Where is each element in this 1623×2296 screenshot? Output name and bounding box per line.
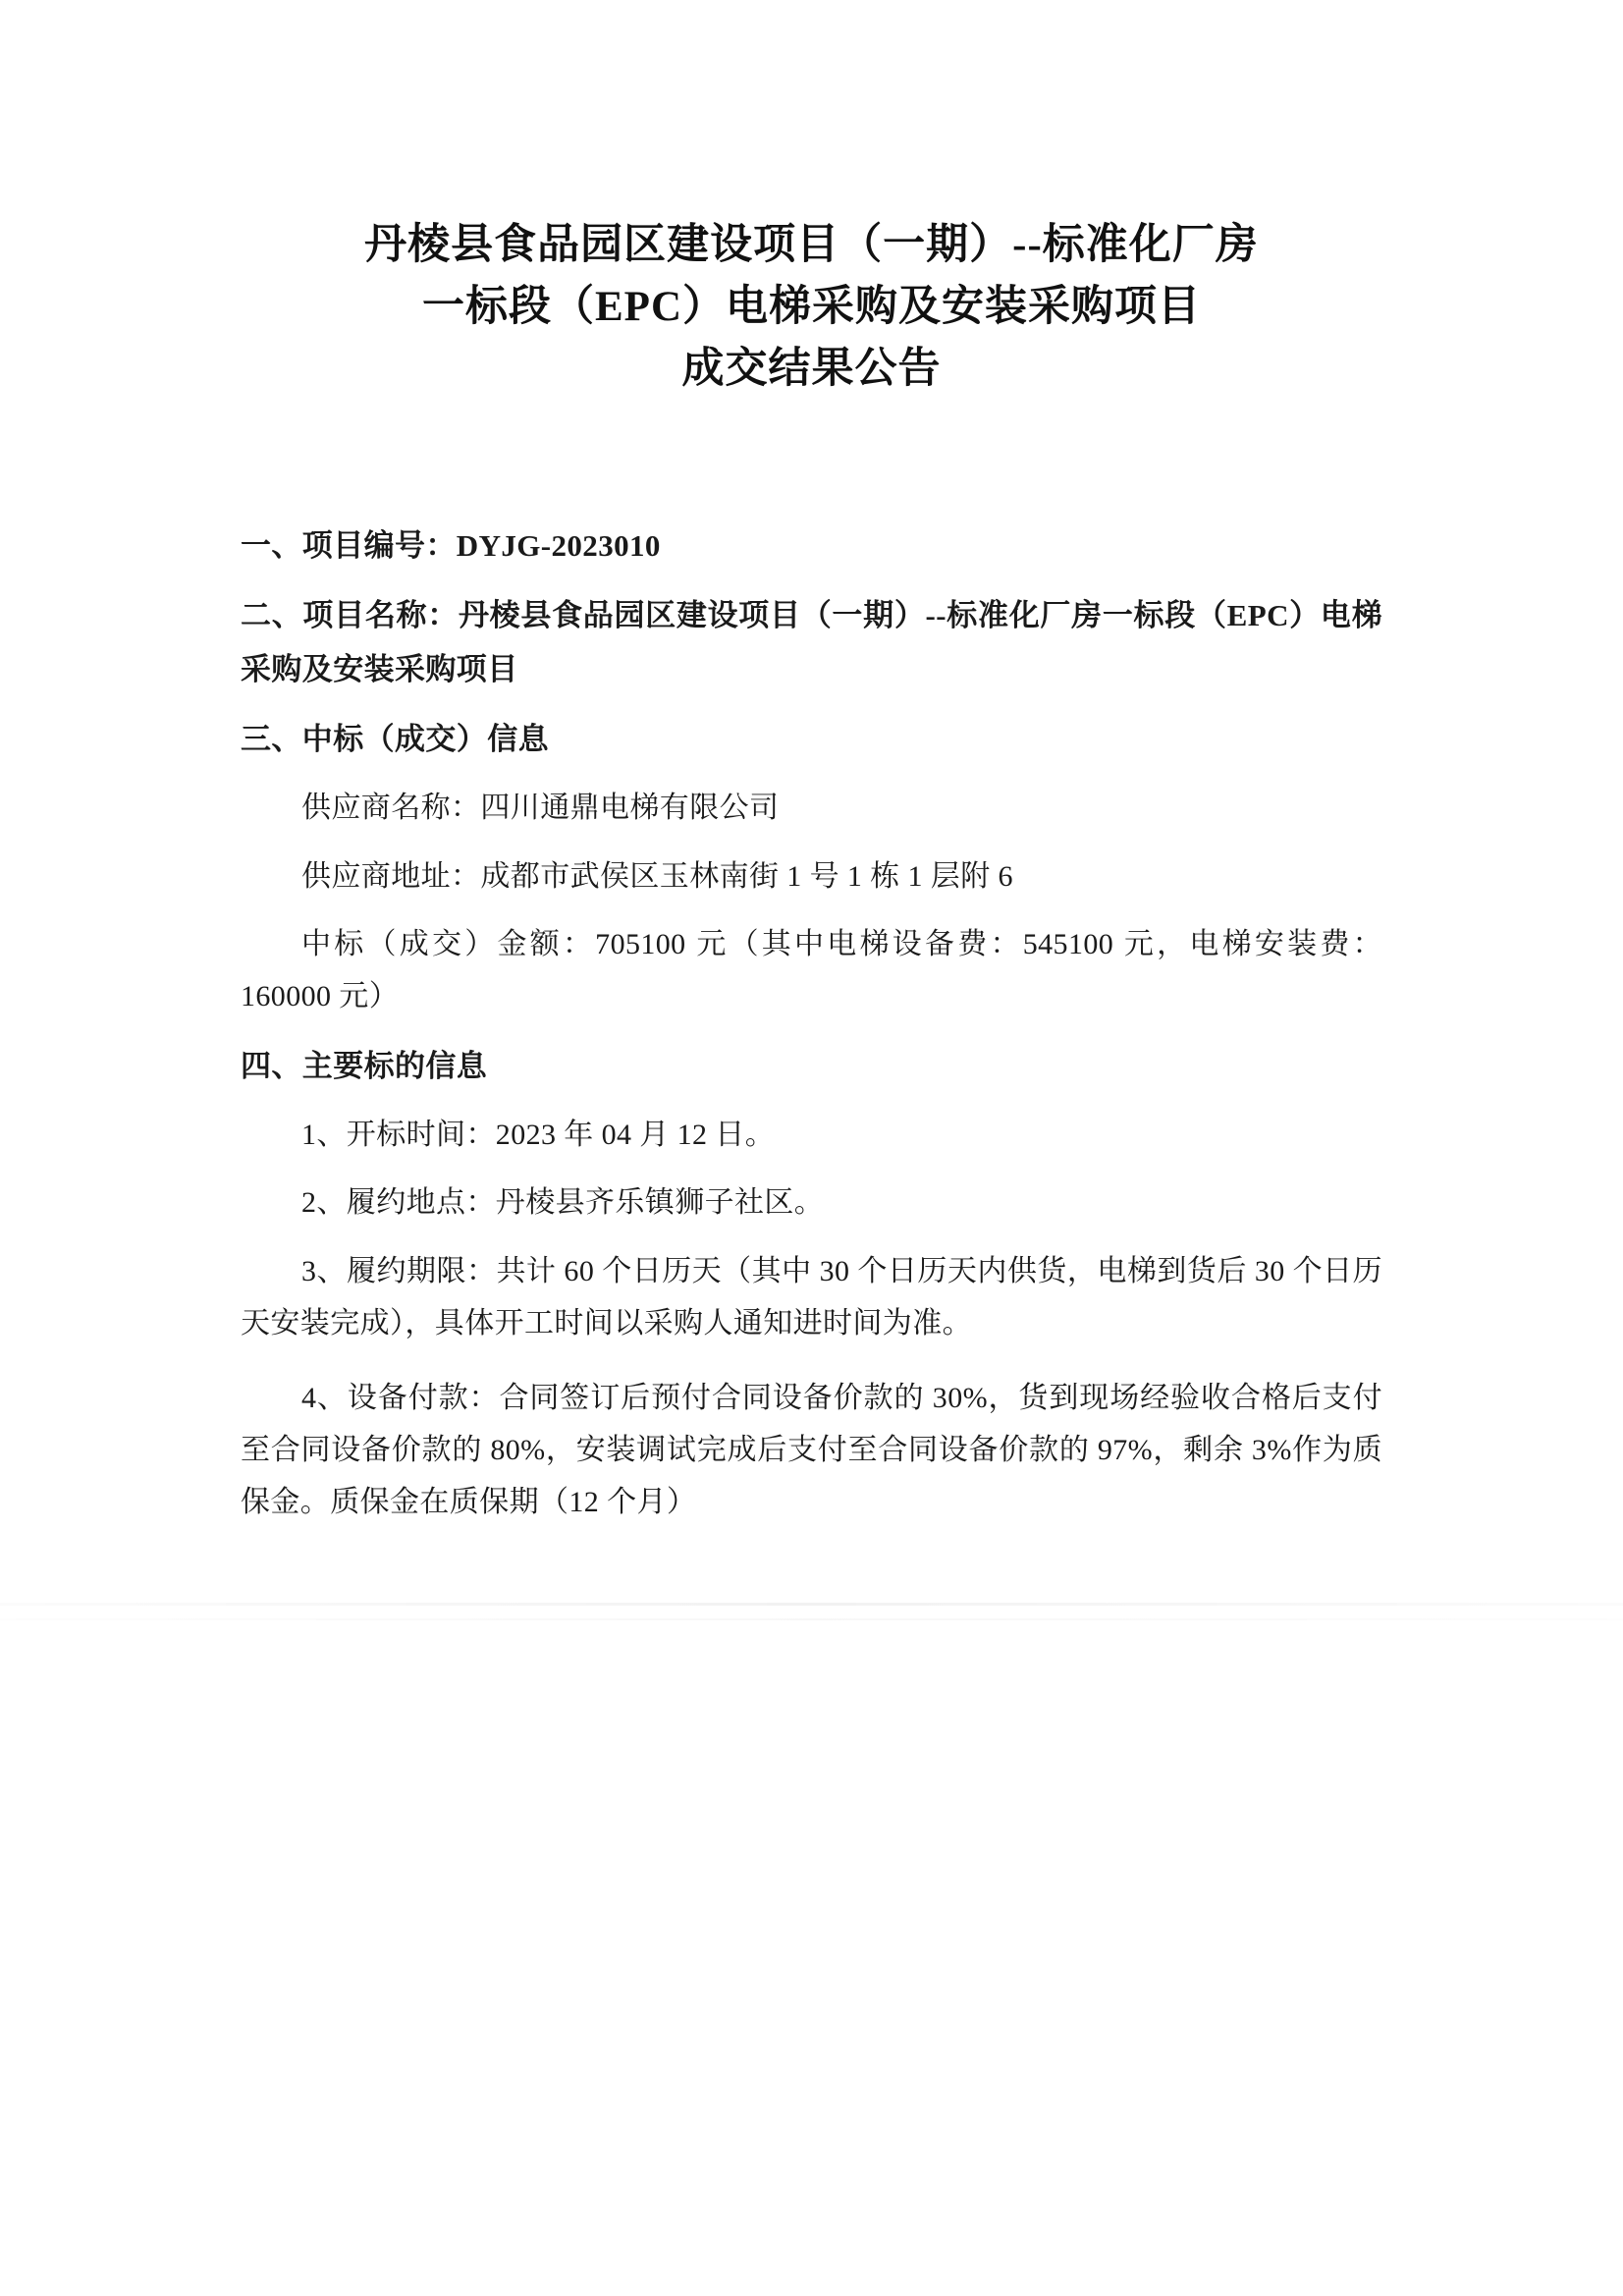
spacer <box>241 841 1382 850</box>
section-project-number: 一、项目编号：DYJG-2023010 <box>241 527 661 563</box>
spacer <box>241 1167 1382 1176</box>
scan-artifact-line <box>0 1618 1623 1620</box>
section-award-info-heading: 三、中标（成交）信息 <box>241 722 549 757</box>
item-equipment-payment: 4、设备付款：合同签订后预付合同设备价款的 30%，货到现场经验收合格后支付至合同设备价款的 80%，安装调试完成后支付至合同设备价款的 97%，剩余 3%作为质保金。质保金在质保期（12 个月） <box>241 1381 1382 1519</box>
spacer <box>241 578 1382 588</box>
field-supplier-name: 供应商名称：四川通鼎电梯有限公司 <box>301 792 780 825</box>
item-performance-location: 2、履约地点：丹棱县齐乐镇狮子社区。 <box>301 1186 825 1220</box>
field-supplier-address: 供应商地址：成都市武侯区玉林南街 1 号 1 栋 1 层附 6 <box>301 859 1013 893</box>
document-body <box>0 519 1623 1529</box>
spacer <box>241 1235 1382 1245</box>
spacer <box>241 772 1382 782</box>
spacer <box>241 1029 1382 1039</box>
item-bid-opening-time: 1、开标时间：2023 年 04 月 12 日。 <box>301 1119 776 1152</box>
spacer <box>241 1099 1382 1109</box>
field-award-amount: 中标（成交）金额：705100 元（其中电梯设备费：545100 元，电梯安装费：160000 元） <box>241 928 1382 1013</box>
spacer <box>241 702 1382 712</box>
spacer <box>241 908 1382 918</box>
section-project-name: 二、项目名称：丹棱县食品园区建设项目（一期）--标准化厂房一标段（EPC）电梯采购及安装采购项目 <box>241 597 1382 686</box>
title-line-2: 一标段（EPC）电梯采购及安装采购项目 <box>422 284 1201 331</box>
scan-artifact-line <box>0 1603 1623 1606</box>
section-main-subject-heading: 四、主要标的信息 <box>241 1048 488 1083</box>
title-line-3: 成交结果公告 <box>681 346 942 393</box>
spacer <box>241 1356 1382 1372</box>
title-line-1: 丹棱县食品园区建设项目（一期）--标准化厂房 <box>364 222 1259 268</box>
item-performance-period: 3、履约期限：共计 60 个日历天（其中 30 个日历天内供货，电梯到货后 30 个日历天安装完成），具体开工时间以采购人通知进时间为准。 <box>241 1254 1382 1340</box>
document-title <box>0 214 1623 401</box>
